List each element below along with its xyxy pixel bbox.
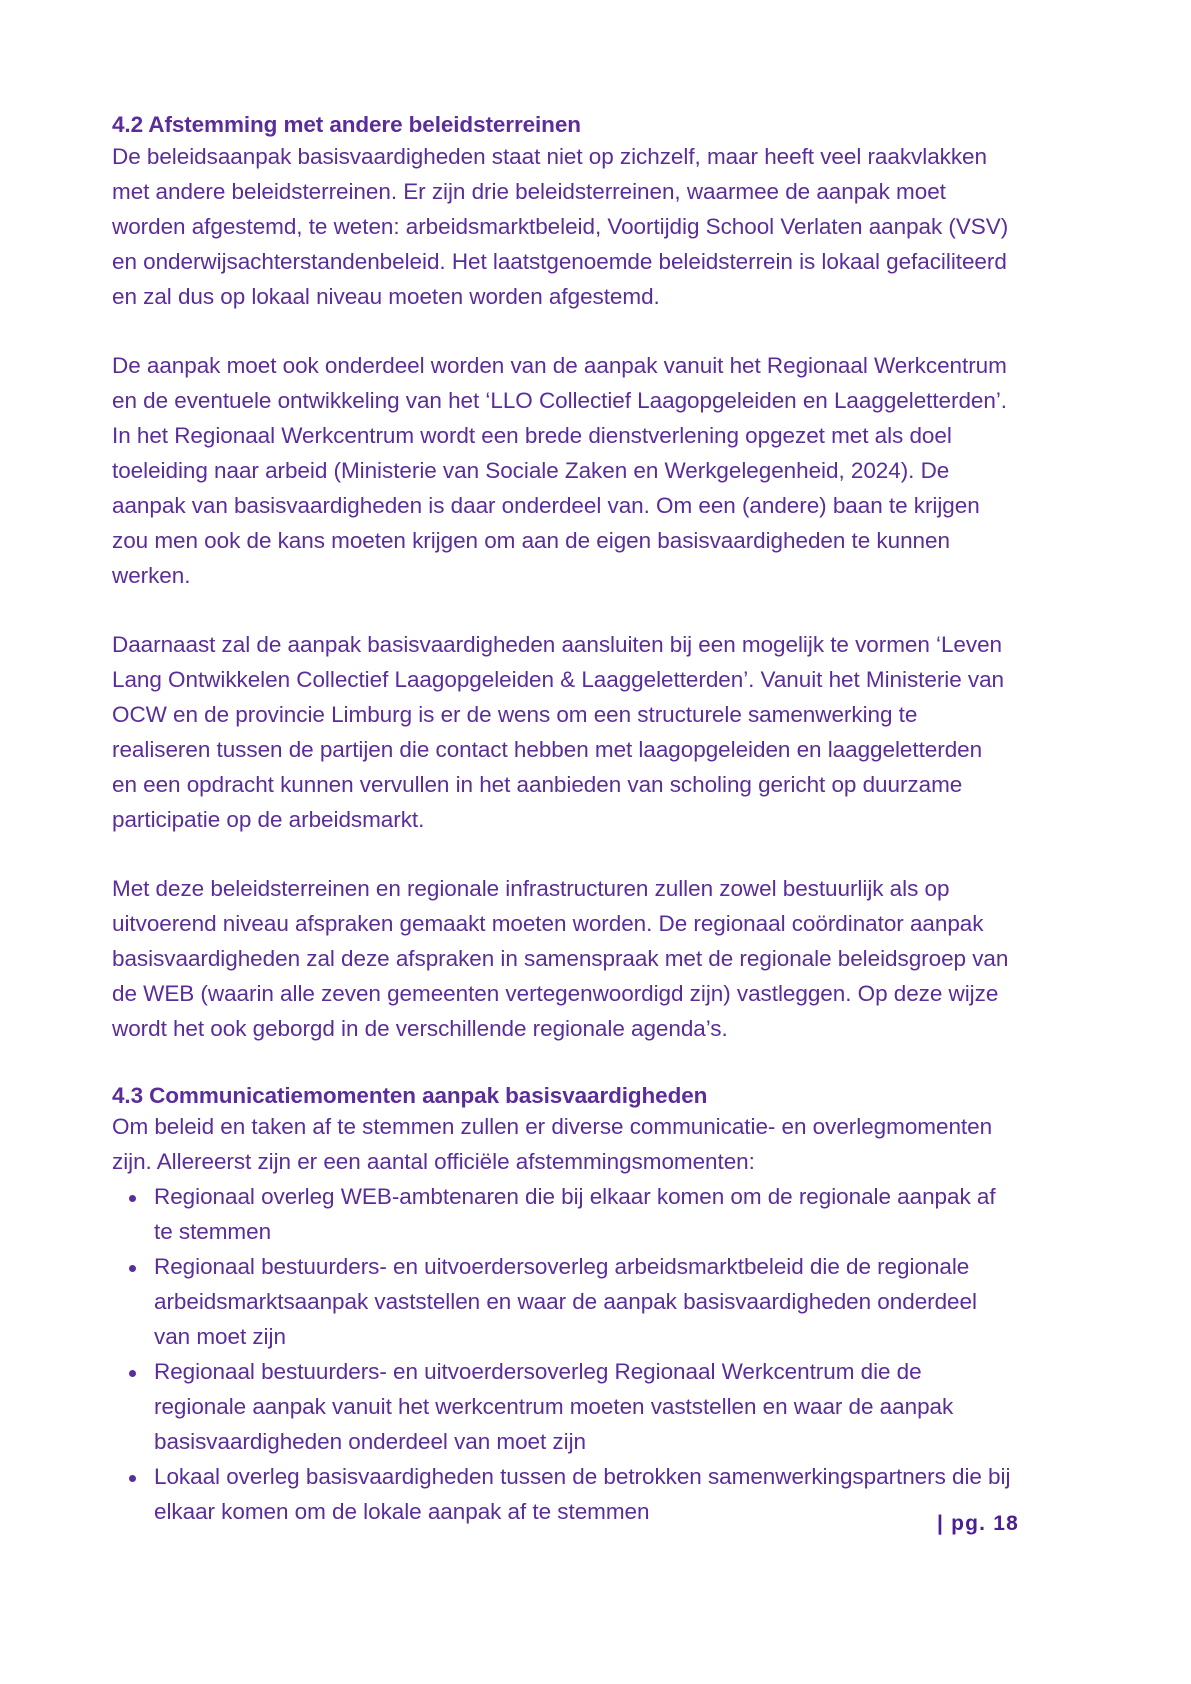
list-item [112,1460,1012,1530]
section-heading-4-2: 4.2 Afstemming met andere beleidsterreinen [112,112,581,137]
list-item-text: Regionaal bestuurders- en uitvoerdersoverleg Regionaal Werkcentrum die de regionale aanpak vanuit het werkcentrum moeten vaststellen en waar de aanpak basisvaardigheden onderdeel van moet zijn [154,1359,954,1455]
paragraph-spacer [112,315,1012,349]
section-heading-4-3: 4.3 Communicatiemomenten aanpak basisvaardigheden [112,1082,708,1108]
paragraph-spacer [112,594,1012,628]
bullet-dot-icon [129,1370,136,1377]
list-item [112,1180,1012,1250]
bullet-dot-icon [129,1195,136,1202]
paragraph-spacer [112,1047,1012,1081]
list-item-text: Regionaal bestuurders- en uitvoerdersoverleg arbeidsmarktbeleid die de regionale arbeidsmarktsaanpak vaststellen en waar de aanpak basisvaardigheden onderdeel van moet zijn [154,1254,977,1350]
list-item [112,1250,1012,1355]
bullet-dot-icon [129,1475,136,1482]
list-item [112,1355,1012,1460]
communication-moments-list [112,1180,1012,1530]
paragraph-spacer [112,838,1012,872]
page-footer-number: | pg. 18 [937,1512,1019,1535]
paragraph-4-2-3: Daarnaast zal de aanpak basisvaardigheden aansluiten bij een mogelijk te vormen ‘Leven Lang Ontwikkelen Collectief Laagopgeleiden & Laaggeletterden’. Vanuit het Ministerie van OCW en de provincie Limburg is er de wens om een structurele samenwerking te realiseren tussen de partijen die contact hebben met laagopgeleiden en laaggeletterden en een opdracht kunnen vervullen in het aanbieden van scholing gericht op duurzame participatie op de arbeidsmarkt. [112,631,1005,832]
page-content [112,110,1012,1530]
paragraph-4-2-2: De aanpak moet ook onderdeel worden van de aanpak vanuit het Regionaal Werkcentrum en de eventuele ontwikkeling van het ‘LLO Collectief Laagopgeleiden en Laaggeletterden’. In het Regionaal Werkcentrum wordt een brede dienstverlening opgezet met als doel toeleiding naar arbeid (Ministerie van Sociale Zaken en Werkgelegenheid, 2024). De aanpak van basisvaardigheden is daar onderdeel van. Om een (andere) baan te krijgen zou men ook de kans moeten krijgen om aan de eigen basisvaardigheden te kunnen werken. [112,352,1008,588]
bullet-dot-icon [129,1265,136,1272]
paragraph-4-2-1: De beleidsaanpak basisvaardigheden staat niet op zichzelf, maar heeft veel raakvlakken met andere beleidsterreinen. Er zijn drie beleidsterreinen, waarmee de aanpak moet worden afgestemd, te weten: arbeidsmarktbeleid, Voortijdig School Verlaten aanpak (VSV) en onderwijsachterstandenbeleid. Het laatstgenoemde beleidsterrein is lokaal gefaciliteerd en zal dus op lokaal niveau moeten worden afgestemd. [112,143,1009,309]
list-item-text: Lokaal overleg basisvaardigheden tussen de betrokken samenwerkingspartners die bij elkaar komen om de lokale aanpak af te stemmen [154,1464,1011,1525]
paragraph-4-3-intro: Om beleid en taken af te stemmen zullen er diverse communicatie- en overlegmomenten zijn. Allereerst zijn er een aantal officiële afstemmingsmomenten: [112,1114,993,1175]
list-item-text: Regionaal overleg WEB-ambtenaren die bij elkaar komen om de regionale aanpak af te stemmen [154,1184,996,1245]
paragraph-4-2-4: Met deze beleidsterreinen en regionale infrastructuren zullen zowel bestuurlijk als op uitvoerend niveau afspraken gemaakt moeten worden. De regionaal coördinator aanpak basisvaardigheden zal deze afspraken in samenspraak met de regionale beleidsgroep van de WEB (waarin alle zeven gemeenten vertegenwoordigd zijn) vastleggen. Op deze wijze wordt het ook geborgd in de verschillende regionale agenda’s. [112,875,1009,1041]
